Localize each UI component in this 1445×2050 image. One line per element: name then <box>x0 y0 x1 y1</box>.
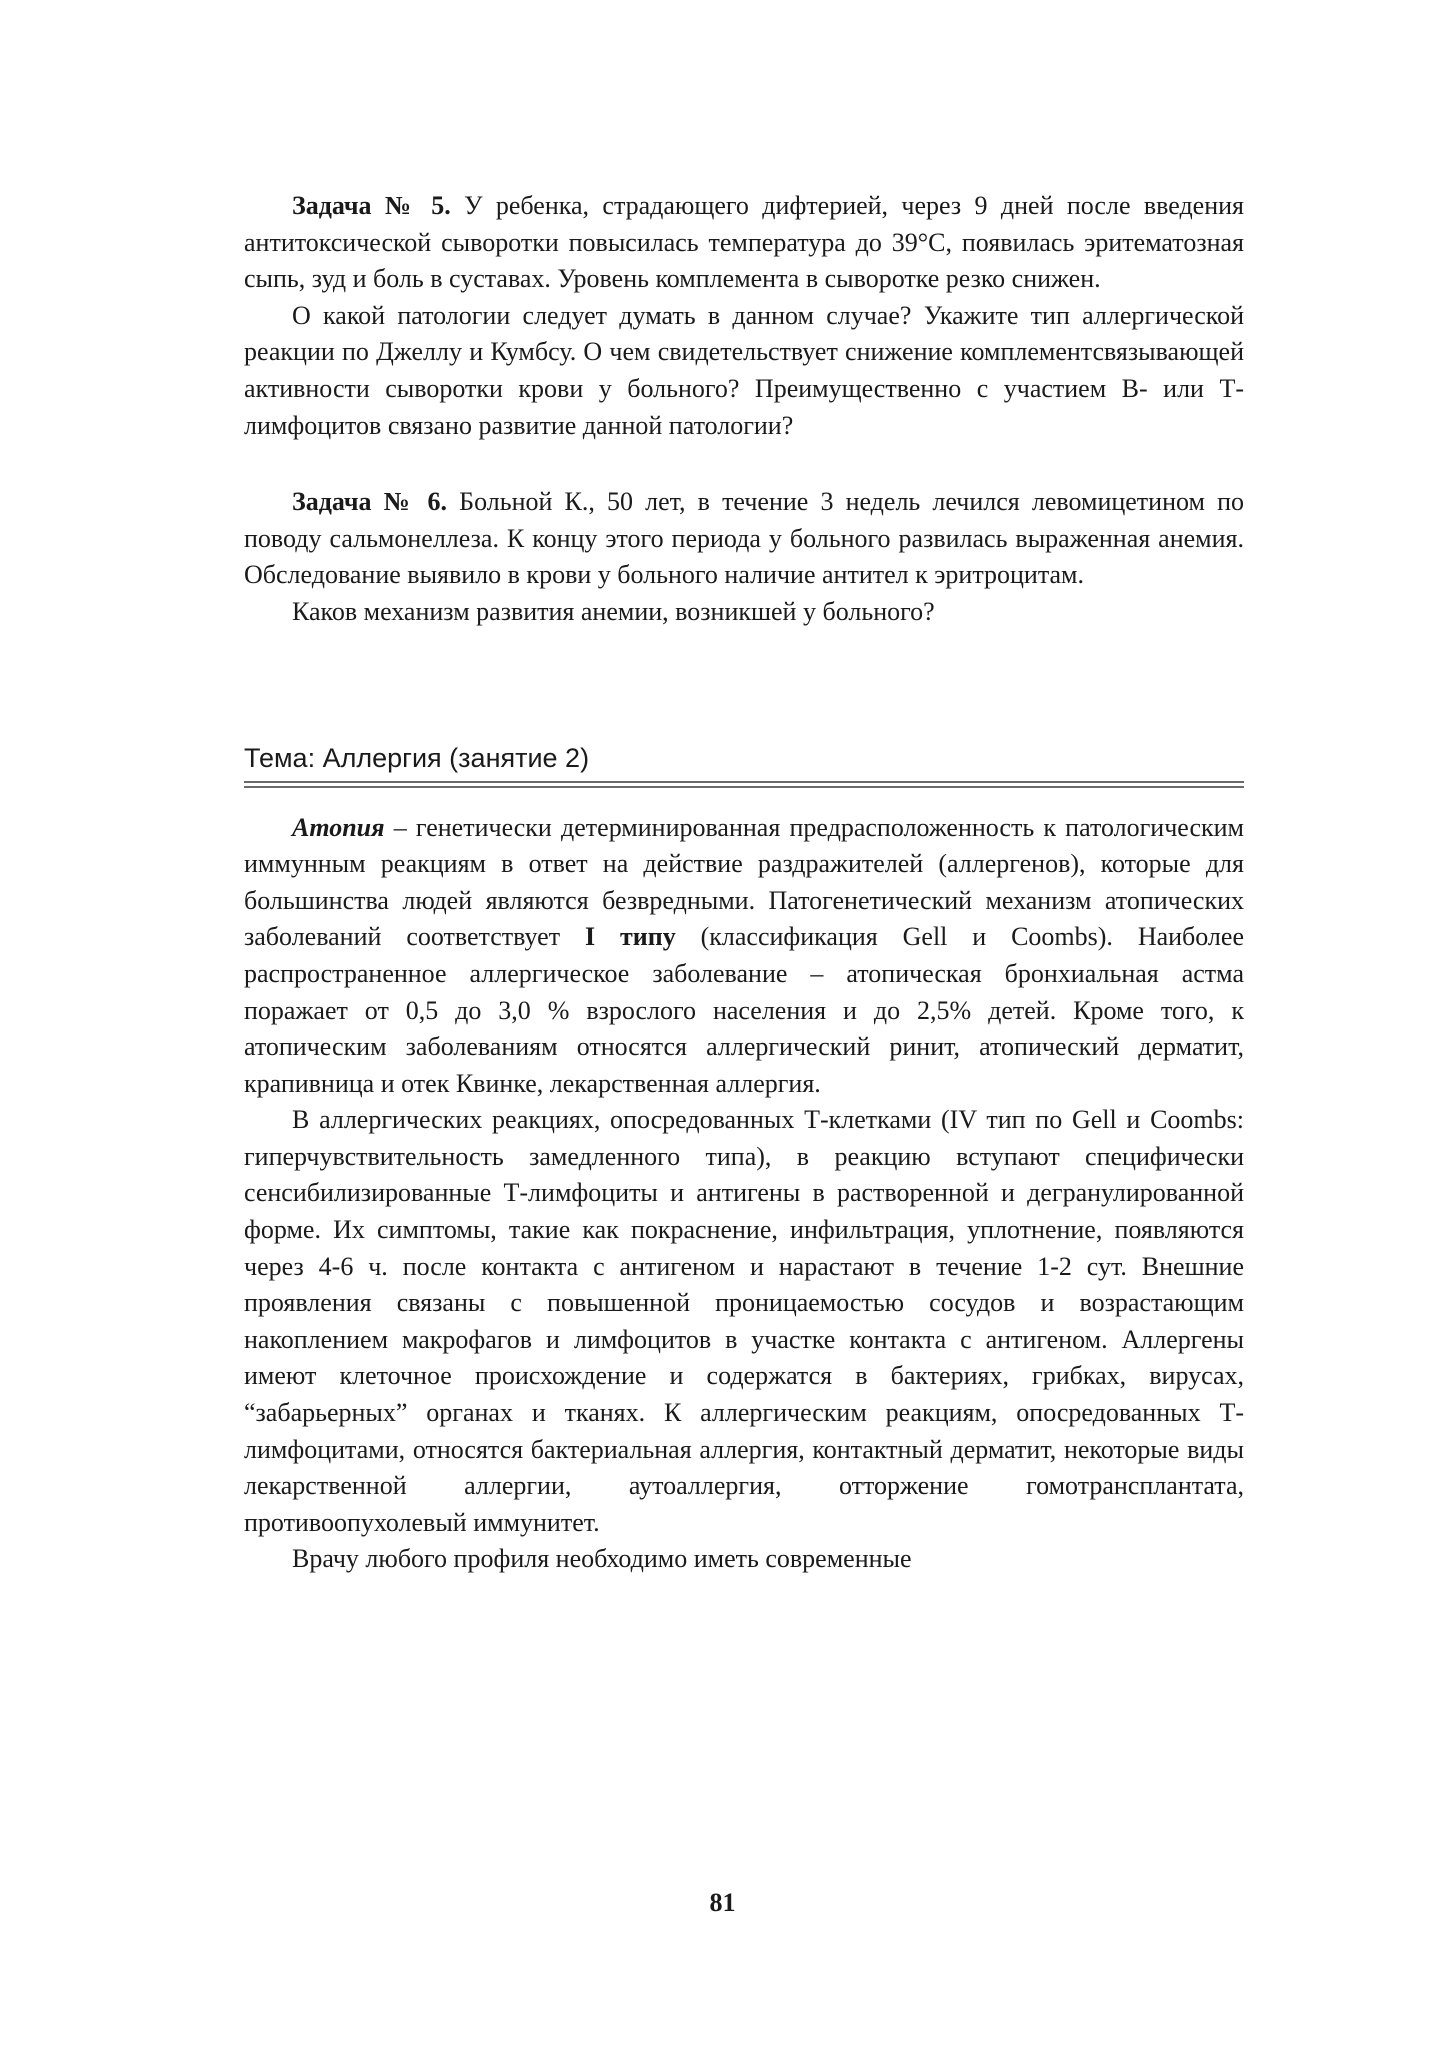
task-5-condition <box>244 188 1244 298</box>
task-6-label: Задача № 6. <box>292 487 448 517</box>
task-5-text: У ребенка, страдающего дифтерией, через 9 дней после введения антитоксической сыворотки повысилась температура до 39°С, появилась эритематозная сыпь, зуд и боль в суставах. Уровень комплемента в сыворотке резко снижен. <box>244 191 1245 294</box>
atopy-type-bold: I типу <box>584 922 676 952</box>
task-5-label: Задача № 5. <box>292 191 451 220</box>
document-page <box>244 188 1244 1578</box>
task-6-text: Больной К., 50 лет, в течение 3 недель лечился левомицетином по поводу сальмонеллеза. К концу этого периода у больного развилась выраженная анемия. Обследование выявило в крови у больного наличие антител к эритроцитам. <box>244 487 1244 590</box>
task-5-question: О какой патологии следует думать в данном случае? Укажите тип аллергической реакции по Джеллу и Кумбсу. О чем свидетельствует снижение комплементсвязывающей активности сыворотки крови у больного? Преимущественно с участием В- или Т-лимфоцитов связано развитие данной патологии? <box>244 300 1244 440</box>
task-6-question: Каков механизм развития анемии, возникшей у больного? <box>292 596 935 626</box>
t-cell-paragraph: В аллергических реакциях, опосредованных Т-клетками (IV тип по Gell и Coombs: гиперчувствительность замедленного типа), в реакцию вступают специфически сенсибилизированные Т-лимфоциты и антигены в растворенной и дегранулированной форме. Их симптомы, такие как покраснение, инфильтрация, уплотнение, появляются через 4-6 ч. после контакта с антигеном и нарастают в течение 1-2 сут. Внешние проявления связаны с повышенной проницаемостью сосудов и возрастающим накоплением макрофагов и лимфоцитов в участке контакта с антигеном. Аллергены имеют клеточное происхождение и содержатся в бактериях, грибках, вирусах, “забарьерных” органах и тканях. К аллергическим реакциям, опосредованных Т-лимфоцитами, относятся бактериальная аллергия, контактный дерматит, некоторые виды лекарственной аллергии, аутоаллергия, отторжение гомотрансплантата, противоопухолевый иммунитет. <box>244 1105 1244 1537</box>
atopy-text-part2: (классификация Gell и Coombs). Наиболее распространенное аллергическое заболевание – атопическая бронхиальная астма поражает от 0,5 до 3,0 % взрослого населения и до 2,5% детей. Кроме того, к атопическим заболеваниям относятся аллергический ринит, атопический дерматит, крапивница и отек Квинке, лекарственная аллергия. <box>244 922 1244 1098</box>
task-6-condition <box>244 484 1244 594</box>
page-number: 81 <box>709 1888 736 1917</box>
atopy-text-part1: – генетически детерминированная предрасположенность к патологическим иммунным реакциям в ответ на действие раздражителей (аллергенов), которые для большинства людей являются безвредными. Патогенетический механизм атопических заболеваний соответствует <box>244 812 1244 952</box>
atopy-paragraph <box>244 810 1244 1103</box>
closing-paragraph: Врачу любого профиля необходимо иметь современные <box>292 1544 912 1574</box>
topic-heading: Тема: Аллергия (занятие 2) <box>244 742 590 773</box>
heading-double-rule <box>244 781 1244 788</box>
atopy-term: Атопия <box>292 812 385 842</box>
